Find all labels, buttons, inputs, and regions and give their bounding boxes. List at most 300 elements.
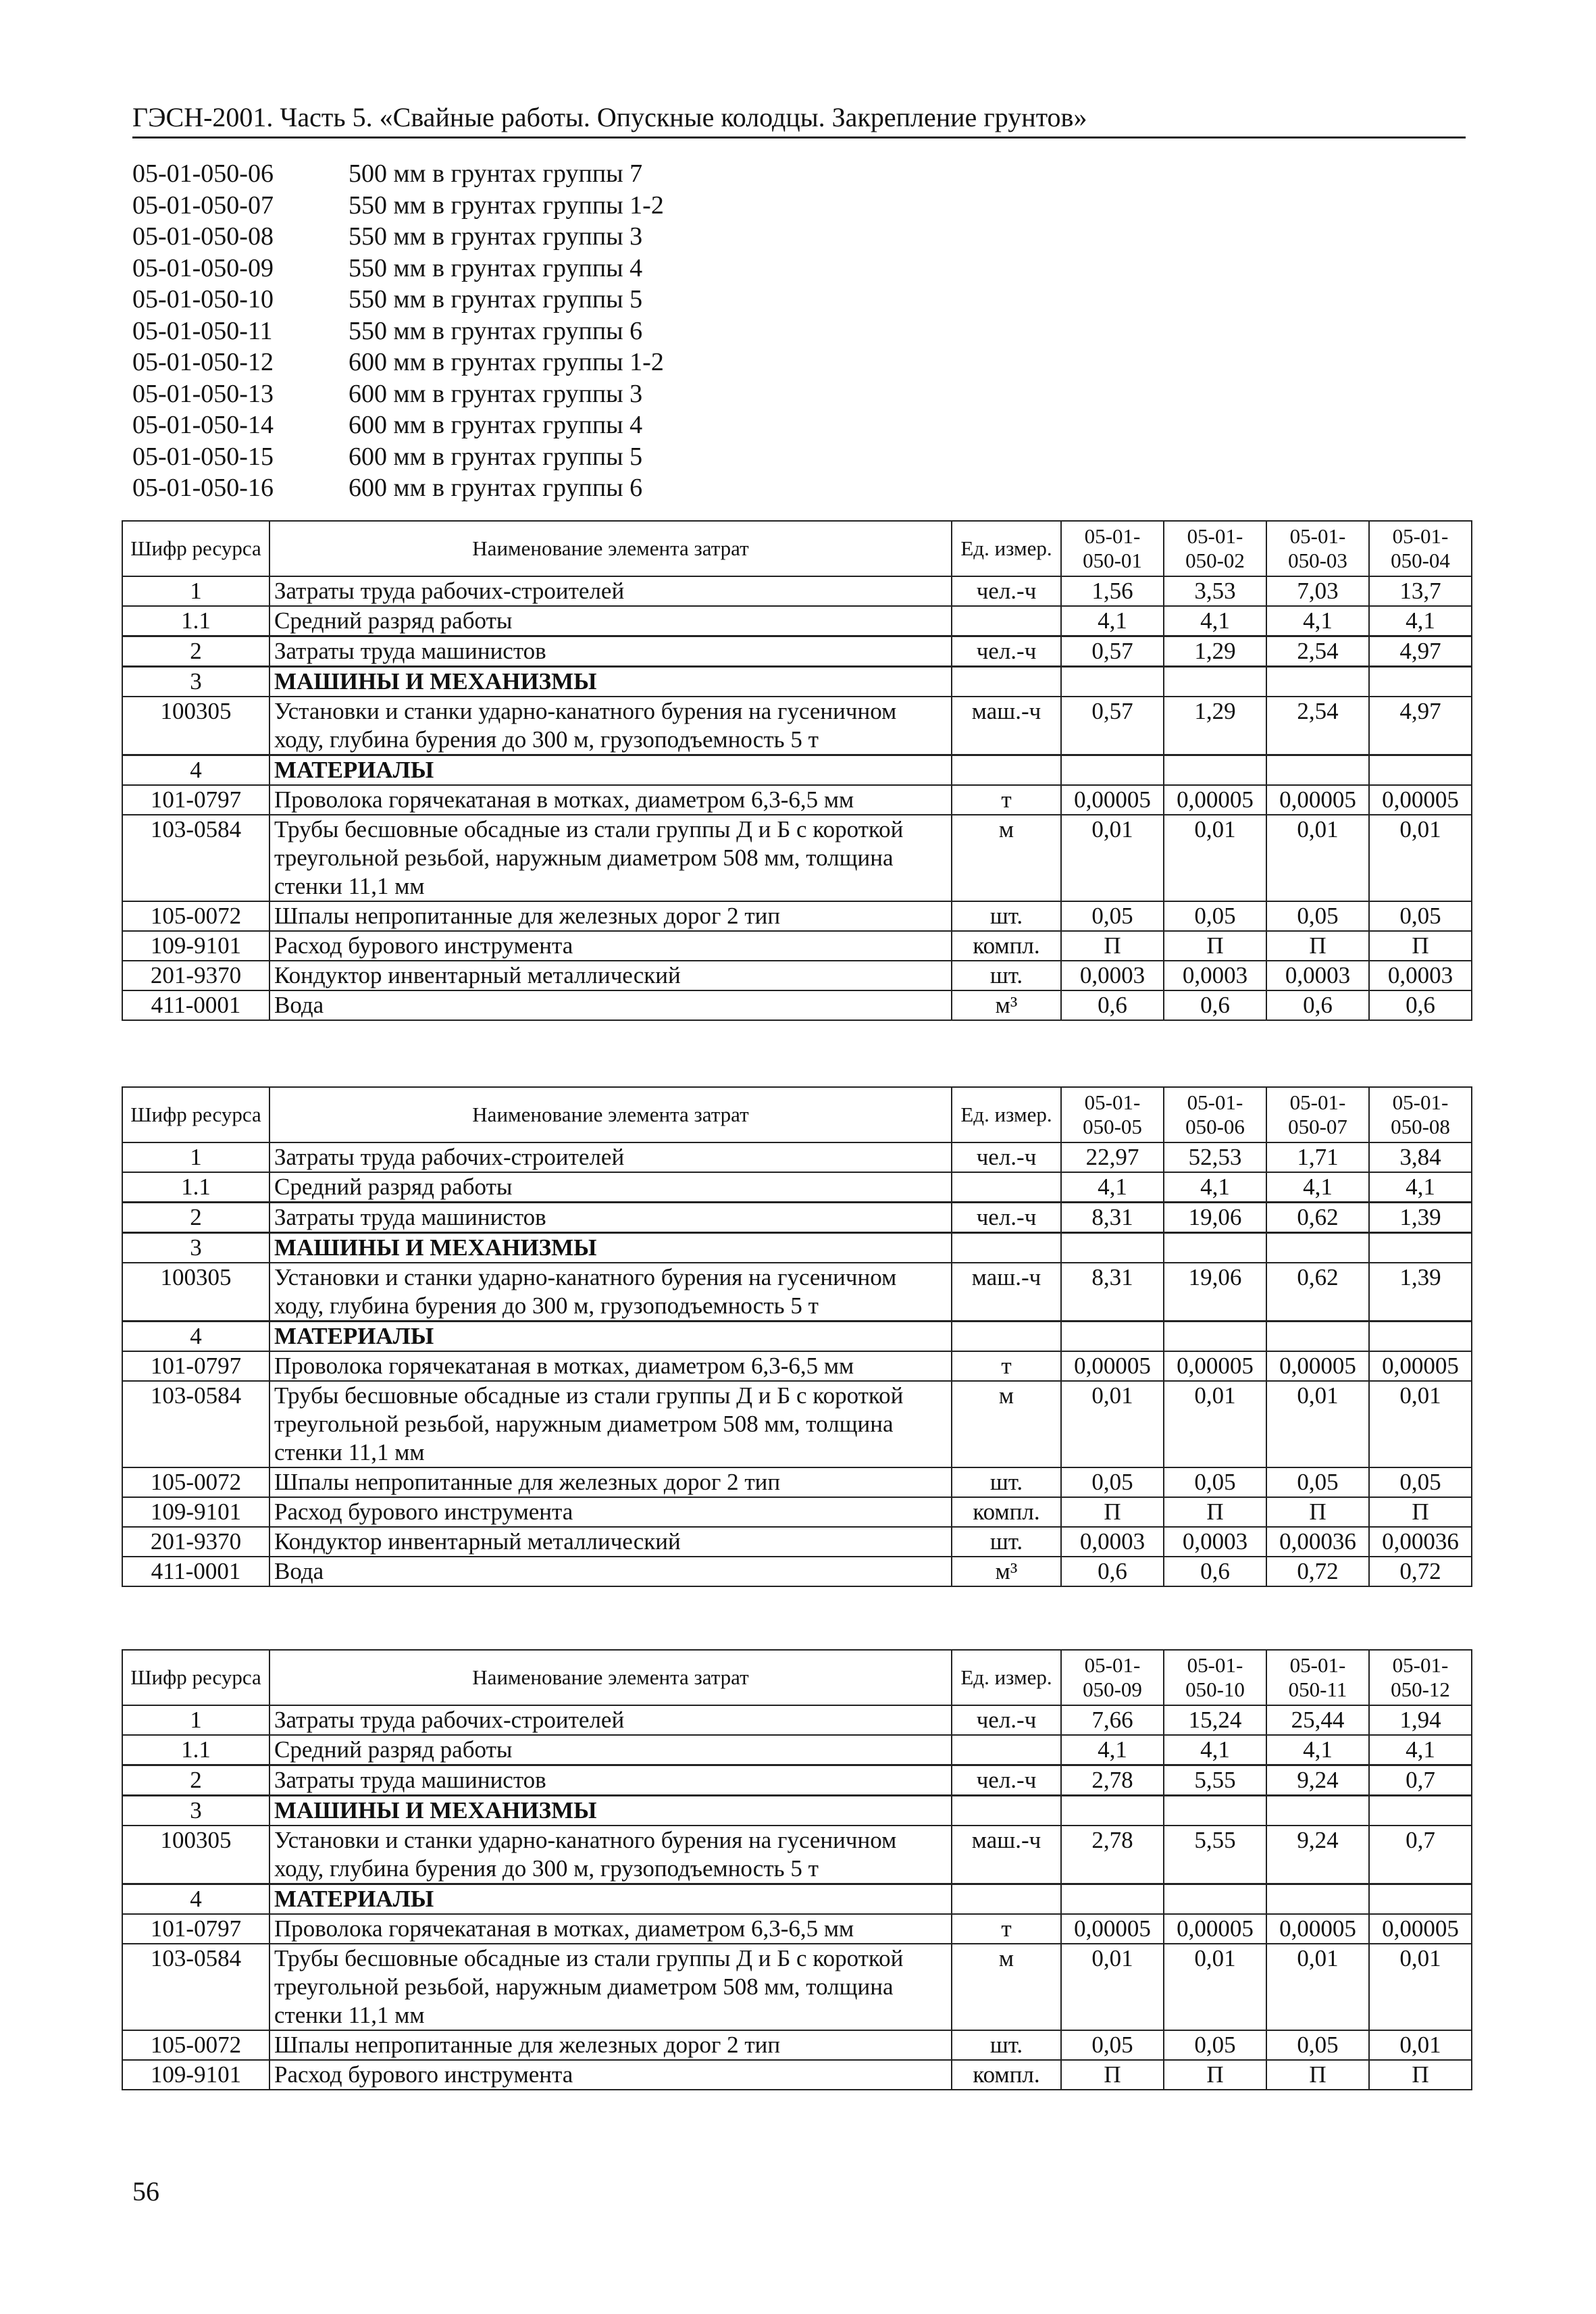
table-row: [122, 755, 1472, 786]
cell-resource-code: 411-0001: [122, 990, 269, 1020]
list-item: [132, 316, 664, 347]
cell-unit: [952, 1884, 1061, 1915]
cell-value: 0,0003: [1164, 961, 1266, 990]
cell-value: 0,72: [1369, 1557, 1472, 1586]
cell-value: 25,44: [1266, 1705, 1369, 1735]
cell-unit: [952, 1233, 1061, 1263]
page-header: ГЭСН-2001. Часть 5. «Свайные работы. Опускные колодцы. Закрепление грунтов»: [132, 100, 1466, 139]
table-row: [122, 1497, 1472, 1527]
cell-value: [1266, 1233, 1369, 1263]
cell-unit: [952, 755, 1061, 786]
cell-value: 0,01: [1369, 815, 1472, 901]
cell-name: Установки и станки ударно-канатного бурения на гусеничном ходу, глубина бурения до 300 м, грузоподъемность 5 т: [269, 697, 952, 755]
cell-value: П: [1266, 931, 1369, 961]
item-list: [132, 158, 664, 504]
item-code: 05-01-050-13: [132, 379, 274, 408]
cell-unit: компл.: [952, 1497, 1061, 1527]
cell-value: 1,29: [1164, 636, 1266, 667]
cell-value: [1164, 1884, 1266, 1915]
table-row: [122, 606, 1472, 636]
table-row: [122, 1705, 1472, 1735]
cell-unit: [952, 667, 1061, 697]
cell-value: 0,00036: [1369, 1527, 1472, 1557]
table-row: [122, 1796, 1472, 1826]
cell-value: П: [1369, 931, 1472, 961]
cell-value: 4,97: [1369, 697, 1472, 755]
cell-name: Кондуктор инвентарный металлический: [269, 961, 952, 990]
item-text: 600 мм в грунтах группы 6: [349, 474, 643, 502]
cell-value: 0,0003: [1369, 961, 1472, 990]
cell-resource-code: 2: [122, 1203, 269, 1233]
cell-value: 0,57: [1061, 697, 1164, 755]
cell-name: Расход бурового инструмента: [269, 1497, 952, 1527]
cell-value: 0,05: [1164, 1467, 1266, 1497]
cell-value: 1,94: [1369, 1705, 1472, 1735]
header-column-code: 05-01-050-11: [1266, 1650, 1369, 1705]
cell-resource-code: 109-9101: [122, 931, 269, 961]
list-item: [132, 472, 664, 504]
cell-resource-code: 103-0584: [122, 815, 269, 901]
cell-resource-code: 105-0072: [122, 1467, 269, 1497]
cell-value: 0,01: [1061, 1381, 1164, 1467]
cell-resource-code: 103-0584: [122, 1381, 269, 1467]
cell-value: 0,6: [1266, 990, 1369, 1020]
table-row: [122, 785, 1472, 815]
cell-resource-code: 3: [122, 1796, 269, 1826]
cell-value: 0,0003: [1164, 1527, 1266, 1557]
cell-value: [1061, 667, 1164, 697]
table-header-row: [122, 1650, 1472, 1705]
cell-value: 0,62: [1266, 1263, 1369, 1322]
cell-value: 0,01: [1061, 815, 1164, 901]
cell-unit: чел.-ч: [952, 1142, 1061, 1172]
list-item: [132, 409, 664, 441]
cell-value: 22,97: [1061, 1142, 1164, 1172]
cell-resource-code: 3: [122, 667, 269, 697]
cell-value: 7,66: [1061, 1705, 1164, 1735]
cell-resource-code: 4: [122, 755, 269, 786]
cell-value: 9,24: [1266, 1826, 1369, 1884]
cell-unit: чел.-ч: [952, 576, 1061, 606]
cell-name: МАТЕРИАЛЫ: [269, 755, 952, 786]
cell-value: [1369, 1322, 1472, 1352]
item-text: 550 мм в грунтах группы 3: [349, 222, 643, 251]
page-number: 56: [132, 2176, 159, 2207]
table-row: [122, 2030, 1472, 2060]
cell-value: 0,00005: [1061, 1914, 1164, 1944]
cell-unit: [952, 1172, 1061, 1203]
cell-resource-code: 100305: [122, 1826, 269, 1884]
cell-resource-code: 4: [122, 1322, 269, 1352]
cell-value: 19,06: [1164, 1203, 1266, 1233]
cell-name: Вода: [269, 1557, 952, 1586]
list-item: [132, 284, 664, 316]
table-row: [122, 1172, 1472, 1203]
cell-value: 2,78: [1061, 1826, 1164, 1884]
header-column-code: 05-01-050-08: [1369, 1087, 1472, 1142]
cell-value: П: [1164, 2060, 1266, 2090]
cell-name: Затраты труда рабочих-строителей: [269, 1142, 952, 1172]
norm-table: [122, 520, 1472, 1021]
header-unit: Ед. измер.: [952, 521, 1061, 576]
cell-value: [1266, 1796, 1369, 1826]
cell-value: П: [1061, 2060, 1164, 2090]
cell-unit: маш.-ч: [952, 1263, 1061, 1322]
cell-value: П: [1266, 2060, 1369, 2090]
header-column-code: 05-01-050-10: [1164, 1650, 1266, 1705]
cell-value: 4,1: [1266, 606, 1369, 636]
header-column-code: 05-01-050-06: [1164, 1087, 1266, 1142]
table-header-row: [122, 521, 1472, 576]
cell-value: 0,05: [1369, 1467, 1472, 1497]
cell-name: Проволока горячекатаная в мотках, диаметром 6,3-6,5 мм: [269, 1914, 952, 1944]
cell-value: 0,01: [1369, 2030, 1472, 2060]
cell-unit: шт.: [952, 1527, 1061, 1557]
cell-value: 3,53: [1164, 576, 1266, 606]
cell-value: [1266, 755, 1369, 786]
table-row: [122, 1826, 1472, 1884]
cell-resource-code: 201-9370: [122, 1527, 269, 1557]
norm-table: [122, 1649, 1472, 2090]
cell-name: Установки и станки ударно-канатного бурения на гусеничном ходу, глубина бурения до 300 м, грузоподъемность 5 т: [269, 1826, 952, 1884]
cell-value: 0,01: [1164, 1381, 1266, 1467]
cell-name: МАТЕРИАЛЫ: [269, 1322, 952, 1352]
cell-value: 0,6: [1369, 990, 1472, 1020]
table-row: [122, 2060, 1472, 2090]
table-row: [122, 1142, 1472, 1172]
cell-name: Трубы бесшовные обсадные из стали группы Д и Б с короткой треугольной резьбой, наружным диаметром 508 мм, толщина стенки 11,1 мм: [269, 815, 952, 901]
cell-value: 13,7: [1369, 576, 1472, 606]
cell-name: Затраты труда машинистов: [269, 636, 952, 667]
item-code: 05-01-050-15: [132, 442, 274, 471]
list-item: [132, 253, 664, 284]
cell-unit: т: [952, 1914, 1061, 1944]
table-row: [122, 1884, 1472, 1915]
item-text: 600 мм в грунтах группы 4: [349, 411, 643, 439]
cell-value: 0,7: [1369, 1826, 1472, 1884]
table-row: [122, 1322, 1472, 1352]
header-column-code: 05-01-050-09: [1061, 1650, 1164, 1705]
cell-value: [1061, 1233, 1164, 1263]
cell-resource-code: 2: [122, 636, 269, 667]
cell-value: [1061, 755, 1164, 786]
list-item: [132, 378, 664, 410]
cell-name: Шпалы непропитанные для железных дорог 2 тип: [269, 1467, 952, 1497]
cell-name: МАШИНЫ И МЕХАНИЗМЫ: [269, 667, 952, 697]
table-row: [122, 1557, 1472, 1586]
cell-value: 0,05: [1266, 901, 1369, 931]
cell-value: 0,6: [1061, 990, 1164, 1020]
cell-value: 0,00036: [1266, 1527, 1369, 1557]
cell-name: Средний разряд работы: [269, 606, 952, 636]
cell-name: МАШИНЫ И МЕХАНИЗМЫ: [269, 1233, 952, 1263]
item-code: 05-01-050-11: [132, 316, 273, 345]
cell-name: Расход бурового инструмента: [269, 931, 952, 961]
cell-value: 0,6: [1164, 990, 1266, 1020]
cell-resource-code: 100305: [122, 1263, 269, 1322]
cell-value: 4,97: [1369, 636, 1472, 667]
cell-value: [1266, 1322, 1369, 1352]
cell-resource-code: 1.1: [122, 606, 269, 636]
cell-value: [1369, 1796, 1472, 1826]
table-row: [122, 667, 1472, 697]
cell-value: 0,00005: [1369, 1914, 1472, 1944]
cell-resource-code: 100305: [122, 697, 269, 755]
list-item: [132, 441, 664, 473]
cell-value: 4,1: [1266, 1735, 1369, 1765]
cell-name: МАШИНЫ И МЕХАНИЗМЫ: [269, 1796, 952, 1826]
item-text: 550 мм в грунтах группы 6: [349, 316, 643, 345]
table-row: [122, 1527, 1472, 1557]
cell-resource-code: 1.1: [122, 1172, 269, 1203]
cell-unit: маш.-ч: [952, 697, 1061, 755]
cell-resource-code: 4: [122, 1884, 269, 1915]
cell-value: 0,05: [1061, 2030, 1164, 2060]
cell-unit: шт.: [952, 961, 1061, 990]
item-code: 05-01-050-06: [132, 159, 274, 188]
cell-value: 8,31: [1061, 1203, 1164, 1233]
cell-value: 0,00005: [1266, 1914, 1369, 1944]
header-column-code: 05-01-050-07: [1266, 1087, 1369, 1142]
list-item: [132, 190, 664, 222]
item-text: 600 мм в грунтах группы 3: [349, 379, 643, 408]
cell-name: Средний разряд работы: [269, 1172, 952, 1203]
header-column-code: 05-01-050-02: [1164, 521, 1266, 576]
cell-unit: [952, 606, 1061, 636]
cell-resource-code: 1: [122, 1142, 269, 1172]
cell-name: Затраты труда рабочих-строителей: [269, 576, 952, 606]
cell-value: [1164, 1796, 1266, 1826]
cell-value: 0,62: [1266, 1203, 1369, 1233]
cell-name: Затраты труда рабочих-строителей: [269, 1705, 952, 1735]
cell-unit: шт.: [952, 901, 1061, 931]
cell-value: 52,53: [1164, 1142, 1266, 1172]
cell-name: Кондуктор инвентарный металлический: [269, 1527, 952, 1557]
header-code: Шифр ресурса: [122, 1087, 269, 1142]
item-text: 550 мм в грунтах группы 5: [349, 285, 643, 313]
cell-value: 0,00005: [1369, 785, 1472, 815]
cell-value: 19,06: [1164, 1263, 1266, 1322]
cell-value: 3,84: [1369, 1142, 1472, 1172]
cell-value: 4,1: [1061, 1172, 1164, 1203]
item-code: 05-01-050-07: [132, 191, 274, 220]
item-code: 05-01-050-12: [132, 348, 274, 376]
table-row: [122, 1735, 1472, 1765]
table-row: [122, 697, 1472, 755]
cell-name: МАТЕРИАЛЫ: [269, 1884, 952, 1915]
cell-unit: [952, 1322, 1061, 1352]
cell-value: 15,24: [1164, 1705, 1266, 1735]
cell-value: [1164, 755, 1266, 786]
cell-name: Трубы бесшовные обсадные из стали группы Д и Б с короткой треугольной резьбой, наружным диаметром 508 мм, толщина стенки 11,1 мм: [269, 1381, 952, 1467]
table-row: [122, 815, 1472, 901]
table-row: [122, 961, 1472, 990]
header-unit: Ед. измер.: [952, 1087, 1061, 1142]
table-row: [122, 1944, 1472, 2030]
cell-value: [1164, 1322, 1266, 1352]
cell-value: 1,56: [1061, 576, 1164, 606]
cell-unit: шт.: [952, 2030, 1061, 2060]
cell-value: 0,00005: [1061, 1351, 1164, 1381]
cell-resource-code: 1.1: [122, 1735, 269, 1765]
cell-name: Затраты труда машинистов: [269, 1203, 952, 1233]
cell-value: 0,01: [1266, 1944, 1369, 2030]
cell-value: [1061, 1796, 1164, 1826]
cell-value: П: [1369, 1497, 1472, 1527]
table-row: [122, 1203, 1472, 1233]
cell-value: 0,00005: [1164, 1351, 1266, 1381]
cell-unit: м³: [952, 1557, 1061, 1586]
item-text: 550 мм в грунтах группы 1-2: [349, 191, 664, 220]
cell-value: 1,39: [1369, 1203, 1472, 1233]
cell-unit: [952, 1735, 1061, 1765]
header-code: Шифр ресурса: [122, 1650, 269, 1705]
table-row: [122, 901, 1472, 931]
cell-unit: т: [952, 785, 1061, 815]
item-code: 05-01-050-14: [132, 411, 274, 439]
cell-name: Затраты труда машинистов: [269, 1765, 952, 1796]
header-name: Наименование элемента затрат: [269, 1087, 952, 1142]
cell-value: 0,00005: [1164, 785, 1266, 815]
cell-value: 0,01: [1266, 1381, 1369, 1467]
cell-resource-code: 101-0797: [122, 785, 269, 815]
cell-value: 1,39: [1369, 1263, 1472, 1322]
cell-value: 4,1: [1164, 1735, 1266, 1765]
cell-value: [1061, 1322, 1164, 1352]
cell-unit: компл.: [952, 931, 1061, 961]
cell-value: 4,1: [1369, 1172, 1472, 1203]
table-row: [122, 1914, 1472, 1944]
cell-value: 0,01: [1061, 1944, 1164, 2030]
cell-value: 0,7: [1369, 1765, 1472, 1796]
cell-value: 0,6: [1061, 1557, 1164, 1586]
cell-value: 0,05: [1061, 901, 1164, 931]
cell-value: 0,0003: [1266, 961, 1369, 990]
header-code: Шифр ресурса: [122, 521, 269, 576]
cell-value: [1061, 1884, 1164, 1915]
cell-value: 0,01: [1266, 815, 1369, 901]
cell-value: П: [1266, 1497, 1369, 1527]
table-row: [122, 1765, 1472, 1796]
cell-value: 4,1: [1061, 1735, 1164, 1765]
cell-value: [1164, 667, 1266, 697]
cell-resource-code: 103-0584: [122, 1944, 269, 2030]
cell-name: Шпалы непропитанные для железных дорог 2 тип: [269, 2030, 952, 2060]
cell-value: 0,0003: [1061, 1527, 1164, 1557]
item-code: 05-01-050-16: [132, 474, 274, 502]
table-row: [122, 1467, 1472, 1497]
cell-value: 2,78: [1061, 1765, 1164, 1796]
cell-value: 0,72: [1266, 1557, 1369, 1586]
cell-resource-code: 3: [122, 1233, 269, 1263]
item-text: 600 мм в грунтах группы 5: [349, 442, 643, 471]
cell-value: 0,05: [1164, 901, 1266, 931]
cell-unit: чел.-ч: [952, 636, 1061, 667]
cell-unit: [952, 1796, 1061, 1826]
cell-resource-code: 105-0072: [122, 901, 269, 931]
item-code: 05-01-050-10: [132, 285, 274, 313]
cell-name: Проволока горячекатаная в мотках, диаметром 6,3-6,5 мм: [269, 1351, 952, 1381]
cell-resource-code: 101-0797: [122, 1351, 269, 1381]
header-column-code: 05-01-050-01: [1061, 521, 1164, 576]
cell-value: П: [1164, 1497, 1266, 1527]
cell-name: Расход бурового инструмента: [269, 2060, 952, 2090]
cell-unit: чел.-ч: [952, 1203, 1061, 1233]
cell-unit: чел.-ч: [952, 1765, 1061, 1796]
cell-value: 0,01: [1164, 1944, 1266, 2030]
cell-resource-code: 2: [122, 1765, 269, 1796]
cell-value: 8,31: [1061, 1263, 1164, 1322]
cell-value: 2,54: [1266, 636, 1369, 667]
item-text: 550 мм в грунтах группы 4: [349, 253, 643, 282]
cell-value: 0,57: [1061, 636, 1164, 667]
cell-resource-code: 1: [122, 1705, 269, 1735]
cell-unit: маш.-ч: [952, 1826, 1061, 1884]
cell-resource-code: 105-0072: [122, 2030, 269, 2060]
table-row: [122, 990, 1472, 1020]
cell-name: Средний разряд работы: [269, 1735, 952, 1765]
cell-value: 1,29: [1164, 697, 1266, 755]
cell-name: Проволока горячекатаная в мотках, диаметром 6,3-6,5 мм: [269, 785, 952, 815]
cell-value: 4,1: [1164, 606, 1266, 636]
cell-name: Установки и станки ударно-канатного бурения на гусеничном ходу, глубина бурения до 300 м, грузоподъемность 5 т: [269, 1263, 952, 1322]
cell-value: П: [1369, 2060, 1472, 2090]
cell-value: 0,00005: [1266, 1351, 1369, 1381]
cell-value: 0,01: [1369, 1944, 1472, 2030]
table-row: [122, 1263, 1472, 1322]
header-column-code: 05-01-050-05: [1061, 1087, 1164, 1142]
cell-unit: чел.-ч: [952, 1705, 1061, 1735]
cell-unit: м³: [952, 990, 1061, 1020]
cell-name: Шпалы непропитанные для железных дорог 2 тип: [269, 901, 952, 931]
cell-value: [1266, 1884, 1369, 1915]
cell-value: [1164, 1233, 1266, 1263]
cell-resource-code: 101-0797: [122, 1914, 269, 1944]
cell-value: 0,00005: [1164, 1914, 1266, 1944]
cell-value: 0,05: [1266, 1467, 1369, 1497]
cell-unit: м: [952, 1381, 1061, 1467]
table-row: [122, 1233, 1472, 1263]
table-row: [122, 1351, 1472, 1381]
cell-value: 5,55: [1164, 1826, 1266, 1884]
cell-value: 2,54: [1266, 697, 1369, 755]
cell-value: [1369, 1233, 1472, 1263]
list-item: [132, 221, 664, 253]
cell-resource-code: 1: [122, 576, 269, 606]
cell-unit: м: [952, 815, 1061, 901]
cell-unit: компл.: [952, 2060, 1061, 2090]
item-code: 05-01-050-09: [132, 253, 274, 282]
header-name: Наименование элемента затрат: [269, 521, 952, 576]
cell-resource-code: 109-9101: [122, 2060, 269, 2090]
cell-value: 0,01: [1164, 815, 1266, 901]
list-item: [132, 158, 664, 190]
cell-value: 9,24: [1266, 1765, 1369, 1796]
cell-name: Трубы бесшовные обсадные из стали группы Д и Б с короткой треугольной резьбой, наружным диаметром 508 мм, толщина стенки 11,1 мм: [269, 1944, 952, 2030]
header-column-code: 05-01-050-03: [1266, 521, 1369, 576]
cell-value: 0,05: [1369, 901, 1472, 931]
cell-value: 0,0003: [1061, 961, 1164, 990]
cell-value: 0,05: [1266, 2030, 1369, 2060]
list-item: [132, 347, 664, 378]
cell-value: 5,55: [1164, 1765, 1266, 1796]
cell-value: 4,1: [1369, 1735, 1472, 1765]
cell-value: 4,1: [1369, 606, 1472, 636]
cell-value: П: [1164, 931, 1266, 961]
table-row: [122, 576, 1472, 606]
cell-unit: шт.: [952, 1467, 1061, 1497]
header-column-code: 05-01-050-12: [1369, 1650, 1472, 1705]
